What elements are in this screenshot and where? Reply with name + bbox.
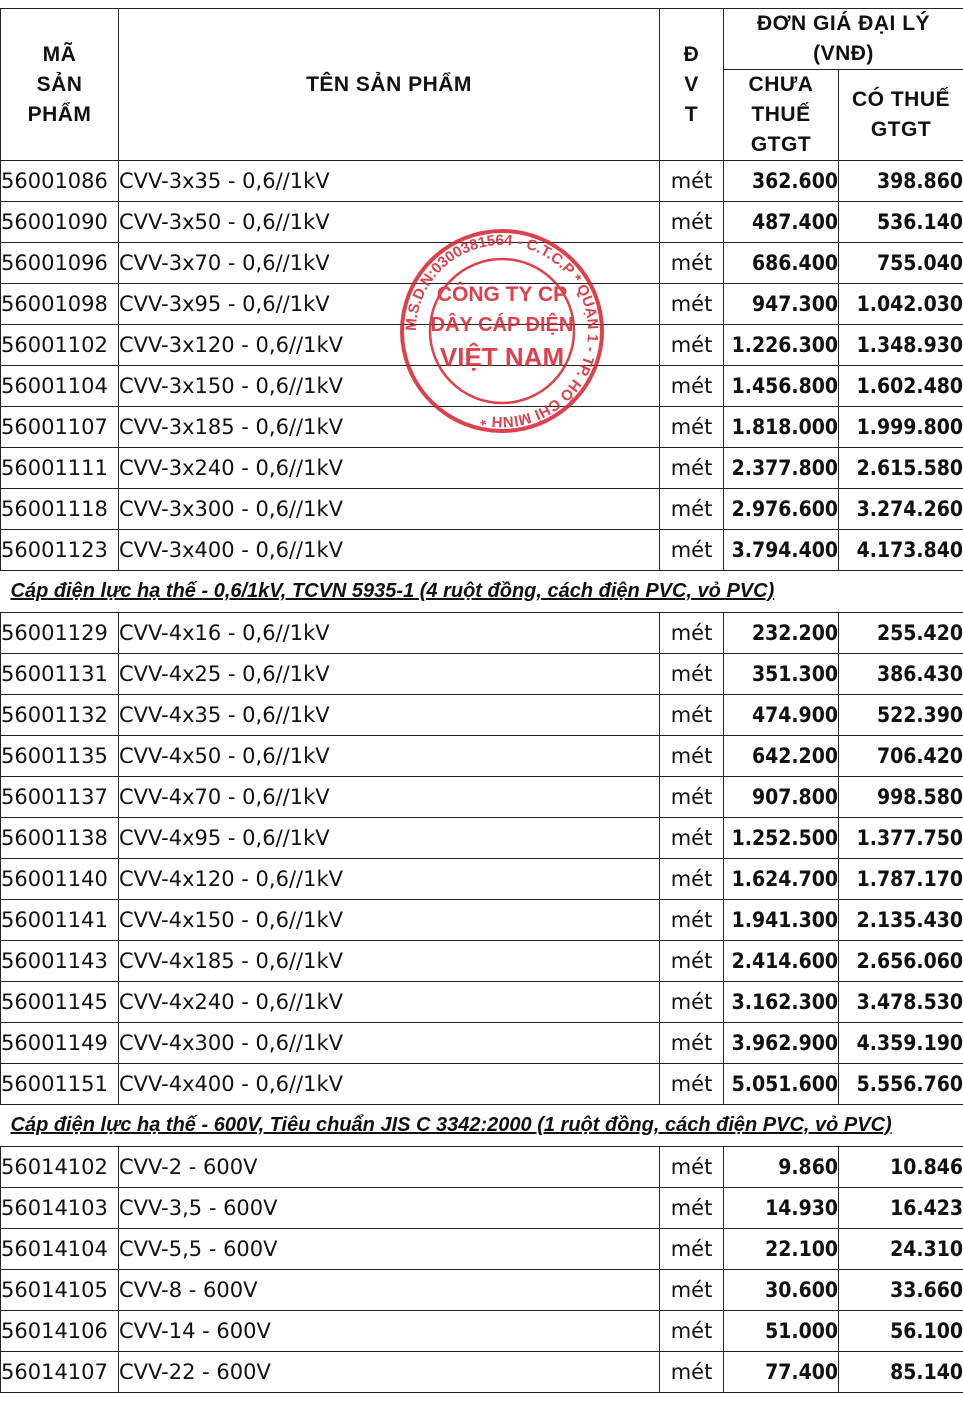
product-name-cell: CVV-3x150 - 0,6//1kV bbox=[119, 366, 660, 407]
unit-cell: mét bbox=[660, 695, 724, 736]
product-name-cell: CVV-3x50 - 0,6//1kV bbox=[119, 202, 660, 243]
price-pre-vat-cell: 9.860 bbox=[724, 1147, 839, 1188]
product-name-cell: CVV-3x95 - 0,6//1kV bbox=[119, 284, 660, 325]
unit-cell: mét bbox=[660, 530, 724, 571]
header-unit: Đ V T bbox=[660, 9, 724, 161]
table-row bbox=[1, 407, 963, 448]
product-code-cell: 56001107 bbox=[1, 407, 119, 448]
table-row bbox=[1, 530, 963, 571]
table-row bbox=[1, 818, 963, 859]
unit-cell: mét bbox=[660, 1147, 724, 1188]
product-name-cell: CVV-4x70 - 0,6//1kV bbox=[119, 777, 660, 818]
product-code-cell: 56001086 bbox=[1, 161, 119, 202]
product-name-cell: CVV-3x70 - 0,6//1kV bbox=[119, 243, 660, 284]
table-row bbox=[1, 243, 963, 284]
table-row bbox=[1, 1311, 963, 1352]
section-heading-row bbox=[1, 1105, 963, 1147]
product-code-cell: 56001123 bbox=[1, 530, 119, 571]
header-dealer-price: ĐƠN GIÁ ĐẠI LÝ (VNĐ) bbox=[724, 9, 963, 70]
price-with-vat-cell: 33.660 bbox=[839, 1270, 963, 1311]
table-row bbox=[1, 1352, 963, 1393]
unit-cell: mét bbox=[660, 325, 724, 366]
unit-cell: mét bbox=[660, 941, 724, 982]
product-code-cell: 56014103 bbox=[1, 1188, 119, 1229]
price-with-vat-cell: 1.348.930 bbox=[839, 325, 963, 366]
table-row bbox=[1, 1023, 963, 1064]
table-row bbox=[1, 489, 963, 530]
product-name-cell: CVV-14 - 600V bbox=[119, 1311, 660, 1352]
table-row bbox=[1, 900, 963, 941]
product-name-cell: CVV-4x50 - 0,6//1kV bbox=[119, 736, 660, 777]
product-name-cell: CVV-3x35 - 0,6//1kV bbox=[119, 161, 660, 202]
price-with-vat-cell: 24.310 bbox=[839, 1229, 963, 1270]
product-name-cell: CVV-3x400 - 0,6//1kV bbox=[119, 530, 660, 571]
product-code-cell: 56014102 bbox=[1, 1147, 119, 1188]
product-code-cell: 56001140 bbox=[1, 859, 119, 900]
price-with-vat-cell: 3.478.530 bbox=[839, 982, 963, 1023]
price-pre-vat-cell: 1.226.300 bbox=[724, 325, 839, 366]
price-pre-vat-cell: 1.456.800 bbox=[724, 366, 839, 407]
unit-cell: mét bbox=[660, 900, 724, 941]
product-code-cell: 56001090 bbox=[1, 202, 119, 243]
table-row bbox=[1, 1229, 963, 1270]
product-name-cell: CVV-4x120 - 0,6//1kV bbox=[119, 859, 660, 900]
price-pre-vat-cell: 3.162.300 bbox=[724, 982, 839, 1023]
table-row bbox=[1, 941, 963, 982]
product-name-cell: CVV-2 - 600V bbox=[119, 1147, 660, 1188]
unit-cell: mét bbox=[660, 736, 724, 777]
price-pre-vat-cell: 642.200 bbox=[724, 736, 839, 777]
price-with-vat-cell: 4.173.840 bbox=[839, 530, 963, 571]
price-with-vat-cell: 2.615.580 bbox=[839, 448, 963, 489]
product-name-cell: CVV-3,5 - 600V bbox=[119, 1188, 660, 1229]
price-pre-vat-cell: 77.400 bbox=[724, 1352, 839, 1393]
product-code-cell: 56001149 bbox=[1, 1023, 119, 1064]
product-code-cell: 56014107 bbox=[1, 1352, 119, 1393]
unit-cell: mét bbox=[660, 1229, 724, 1270]
price-with-vat-cell: 522.390 bbox=[839, 695, 963, 736]
product-code-cell: 56001104 bbox=[1, 366, 119, 407]
product-name-cell: CVV-5,5 - 600V bbox=[119, 1229, 660, 1270]
table-row bbox=[1, 859, 963, 900]
unit-cell: mét bbox=[660, 407, 724, 448]
price-with-vat-cell: 5.556.760 bbox=[839, 1064, 963, 1105]
price-pre-vat-cell: 5.051.600 bbox=[724, 1064, 839, 1105]
table-row bbox=[1, 695, 963, 736]
price-pre-vat-cell: 487.400 bbox=[724, 202, 839, 243]
product-code-cell: 56001102 bbox=[1, 325, 119, 366]
table-row bbox=[1, 161, 963, 202]
unit-cell: mét bbox=[660, 202, 724, 243]
price-pre-vat-cell: 1.252.500 bbox=[724, 818, 839, 859]
product-name-cell: CVV-4x240 - 0,6//1kV bbox=[119, 982, 660, 1023]
product-code-cell: 56001138 bbox=[1, 818, 119, 859]
price-with-vat-cell: 755.040 bbox=[839, 243, 963, 284]
price-table bbox=[0, 8, 963, 1393]
price-pre-vat-cell: 362.600 bbox=[724, 161, 839, 202]
product-code-cell: 56001137 bbox=[1, 777, 119, 818]
product-name-cell: CVV-4x95 - 0,6//1kV bbox=[119, 818, 660, 859]
price-pre-vat-cell: 22.100 bbox=[724, 1229, 839, 1270]
unit-cell: mét bbox=[660, 448, 724, 489]
price-pre-vat-cell: 232.200 bbox=[724, 613, 839, 654]
table-row bbox=[1, 448, 963, 489]
price-with-vat-cell: 2.135.430 bbox=[839, 900, 963, 941]
price-pre-vat-cell: 907.800 bbox=[724, 777, 839, 818]
unit-cell: mét bbox=[660, 777, 724, 818]
product-code-cell: 56001141 bbox=[1, 900, 119, 941]
product-name-cell: CVV-4x150 - 0,6//1kV bbox=[119, 900, 660, 941]
price-with-vat-cell: 536.140 bbox=[839, 202, 963, 243]
section-heading-row bbox=[1, 571, 963, 613]
unit-cell: mét bbox=[660, 1270, 724, 1311]
product-name-cell: CVV-4x300 - 0,6//1kV bbox=[119, 1023, 660, 1064]
section-heading: Cáp điện lực hạ thế - 0,6/1kV, TCVN 5935-1 (4 ruột đồng, cách điện PVC, vỏ PVC) bbox=[1, 571, 963, 613]
product-code-cell: 56001111 bbox=[1, 448, 119, 489]
unit-cell: mét bbox=[660, 161, 724, 202]
seal-ring-text: M.S.D.N:0300381564 - C.T.C.P * QUẬN 1 - TP. HỒ CHÍ MINH * bbox=[402, 231, 602, 431]
product-name-cell: CVV-3x300 - 0,6//1kV bbox=[119, 489, 660, 530]
price-with-vat-cell: 2.656.060 bbox=[839, 941, 963, 982]
unit-cell: mét bbox=[660, 366, 724, 407]
table-row bbox=[1, 202, 963, 243]
product-name-cell: CVV-22 - 600V bbox=[119, 1352, 660, 1393]
price-pre-vat-cell: 1.624.700 bbox=[724, 859, 839, 900]
unit-cell: mét bbox=[660, 818, 724, 859]
unit-cell: mét bbox=[660, 1311, 724, 1352]
table-row bbox=[1, 777, 963, 818]
section-heading: Cáp điện lực hạ thế - 600V, Tiêu chuẩn JIS C 3342:2000 (1 ruột đồng, cách điện PVC, vỏ PVC) bbox=[1, 1105, 963, 1147]
table-row bbox=[1, 736, 963, 777]
table-row bbox=[1, 1270, 963, 1311]
product-code-cell: 56014105 bbox=[1, 1270, 119, 1311]
unit-cell: mét bbox=[660, 243, 724, 284]
unit-cell: mét bbox=[660, 654, 724, 695]
product-name-cell: CVV-3x120 - 0,6//1kV bbox=[119, 325, 660, 366]
product-code-cell: 56001096 bbox=[1, 243, 119, 284]
price-pre-vat-cell: 3.794.400 bbox=[724, 530, 839, 571]
price-with-vat-cell: 4.359.190 bbox=[839, 1023, 963, 1064]
price-with-vat-cell: 16.423 bbox=[839, 1188, 963, 1229]
header-price-with-vat: CÓ THUẾ GTGT bbox=[839, 70, 963, 161]
price-with-vat-cell: 56.100 bbox=[839, 1311, 963, 1352]
price-with-vat-cell: 1.787.170 bbox=[839, 859, 963, 900]
seal-line-2: DÂY CÁP ĐIỆN bbox=[430, 314, 574, 336]
price-pre-vat-cell: 14.930 bbox=[724, 1188, 839, 1229]
price-pre-vat-cell: 686.400 bbox=[724, 243, 839, 284]
product-code-cell: 56014104 bbox=[1, 1229, 119, 1270]
product-code-cell: 56001151 bbox=[1, 1064, 119, 1105]
product-name-cell: CVV-4x16 - 0,6//1kV bbox=[119, 613, 660, 654]
table-row bbox=[1, 1064, 963, 1105]
header-product-code: MÃ SẢN PHẨM bbox=[1, 9, 119, 161]
price-with-vat-cell: 85.140 bbox=[839, 1352, 963, 1393]
price-pre-vat-cell: 30.600 bbox=[724, 1270, 839, 1311]
product-code-cell: 56001143 bbox=[1, 941, 119, 982]
price-pre-vat-cell: 947.300 bbox=[724, 284, 839, 325]
unit-cell: mét bbox=[660, 982, 724, 1023]
product-code-cell: 56001132 bbox=[1, 695, 119, 736]
price-with-vat-cell: 398.860 bbox=[839, 161, 963, 202]
unit-cell: mét bbox=[660, 859, 724, 900]
table-row bbox=[1, 613, 963, 654]
product-name-cell: CVV-8 - 600V bbox=[119, 1270, 660, 1311]
product-name-cell: CVV-3x240 - 0,6//1kV bbox=[119, 448, 660, 489]
unit-cell: mét bbox=[660, 489, 724, 530]
product-code-cell: 56001135 bbox=[1, 736, 119, 777]
price-with-vat-cell: 1.999.800 bbox=[839, 407, 963, 448]
product-code-cell: 56001098 bbox=[1, 284, 119, 325]
product-name-cell: CVV-4x25 - 0,6//1kV bbox=[119, 654, 660, 695]
unit-cell: mét bbox=[660, 1188, 724, 1229]
price-pre-vat-cell: 1.941.300 bbox=[724, 900, 839, 941]
price-with-vat-cell: 255.420 bbox=[839, 613, 963, 654]
product-code-cell: 56001129 bbox=[1, 613, 119, 654]
unit-cell: mét bbox=[660, 284, 724, 325]
header-product-name: TÊN SẢN PHẨM bbox=[119, 9, 660, 161]
product-code-cell: 56001118 bbox=[1, 489, 119, 530]
price-with-vat-cell: 998.580 bbox=[839, 777, 963, 818]
seal-line-1: CÔNG TY CP bbox=[436, 283, 568, 306]
header-price-pre-vat: CHƯA THUẾ GTGT bbox=[724, 70, 839, 161]
unit-cell: mét bbox=[660, 613, 724, 654]
price-with-vat-cell: 1.377.750 bbox=[839, 818, 963, 859]
table-row bbox=[1, 1147, 963, 1188]
price-with-vat-cell: 386.430 bbox=[839, 654, 963, 695]
product-code-cell: 56014106 bbox=[1, 1311, 119, 1352]
price-pre-vat-cell: 474.900 bbox=[724, 695, 839, 736]
price-pre-vat-cell: 2.976.600 bbox=[724, 489, 839, 530]
price-with-vat-cell: 1.042.030 bbox=[839, 284, 963, 325]
product-name-cell: CVV-4x400 - 0,6//1kV bbox=[119, 1064, 660, 1105]
unit-cell: mét bbox=[660, 1352, 724, 1393]
price-pre-vat-cell: 1.818.000 bbox=[724, 407, 839, 448]
price-pre-vat-cell: 2.414.600 bbox=[724, 941, 839, 982]
table-row bbox=[1, 366, 963, 407]
price-pre-vat-cell: 2.377.800 bbox=[724, 448, 839, 489]
product-name-cell: CVV-4x185 - 0,6//1kV bbox=[119, 941, 660, 982]
price-pre-vat-cell: 51.000 bbox=[724, 1311, 839, 1352]
price-with-vat-cell: 3.274.260 bbox=[839, 489, 963, 530]
table-row bbox=[1, 982, 963, 1023]
price-pre-vat-cell: 3.962.900 bbox=[724, 1023, 839, 1064]
price-pre-vat-cell: 351.300 bbox=[724, 654, 839, 695]
unit-cell: mét bbox=[660, 1064, 724, 1105]
product-code-cell: 56001131 bbox=[1, 654, 119, 695]
table-row bbox=[1, 1188, 963, 1229]
product-code-cell: 56001145 bbox=[1, 982, 119, 1023]
price-with-vat-cell: 1.602.480 bbox=[839, 366, 963, 407]
unit-cell: mét bbox=[660, 1023, 724, 1064]
product-name-cell: CVV-3x185 - 0,6//1kV bbox=[119, 407, 660, 448]
product-name-cell: CVV-4x35 - 0,6//1kV bbox=[119, 695, 660, 736]
seal-line-3: VIỆT NAM bbox=[439, 342, 565, 372]
price-with-vat-cell: 10.846 bbox=[839, 1147, 963, 1188]
table-row bbox=[1, 284, 963, 325]
price-with-vat-cell: 706.420 bbox=[839, 736, 963, 777]
table-row bbox=[1, 654, 963, 695]
table-row bbox=[1, 325, 963, 366]
